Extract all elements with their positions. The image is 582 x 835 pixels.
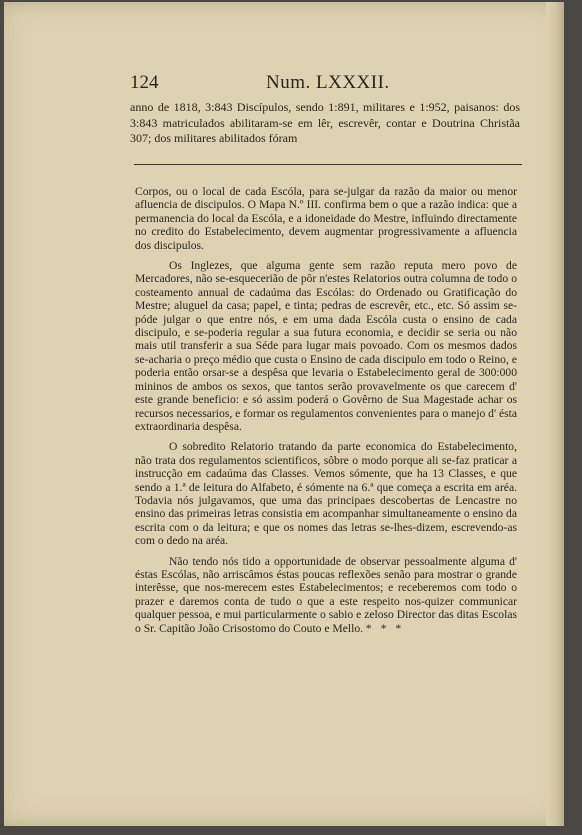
paragraph-4 [135,555,517,635]
paragraph-1: Corpos, ou o local de cada Escóla, para se-julgar da razão da maior ou menor afluencia de discipulos. O Mapa N.º III. confirma bem o que a razão indica: que a permanencia do local da Escóla, e a idoneidade do Mestre, influindo directamente no credito do Estabelecimento, devem augmentar progressivamente a afluencia dos discipulos. [135,185,517,252]
page-number: 124 [130,72,159,93]
continuation-text: anno de 1818, 3:843 Discípulos, sendo 1:891, militares e 1:952, paisanos: dos 3:843 matriculados abilitaram-se em lêr, escrevêr, contar e Doutrina Christãa 307; dos militares abilitados fóram [130,100,520,145]
paragraph-3: O sobredito Relatorio tratando da parte economica do Estabelecimento, não trata dos regulamentos scientificos, sôbre o modo porque ali se-faz praticar a instrucção em cadaúma das Classes. Vemos sómente, que ha 13 Classes, e que sendo a 1.ª de leitura do Alfabeto, é sómente na 6.ª que começa a escrita em aréa. Todavia nós julgavamos, que uma das principaes descobertas de Lencastre no ensino das primeiras letras consistia em acompanhar simultaneamente o ensino da escrita com o da leitura; e que os nomes das letras se-lhes-dizem, escrevendo-as com o dedo na aréa. [135,440,517,548]
page-edge-shadow [546,2,564,826]
page-title: Num. LXXXII. [266,72,390,93]
closing-asterisks: * * * [365,621,405,635]
section-divider [134,164,522,165]
article-body [135,185,517,635]
book-page [4,2,564,826]
paragraph-2: Os Inglezes, que alguma gente sem razão reputa mero povo de Mercadores, não se-esquecerião de pôr n'estes Relatorios outra columna de todo o costeamento annual de cadaúma das Escólas: do Ordenado ou Gratificação do Mestre; aluguel da casa; papel, e tinta; pedras de escrevêr, etc., etc. Só assim se-póde julgar o que entre nós, e em uma dada Escóla custa o ensino de cada discipulo, e se-poderia regular a sua futura economia, e decidir se seria ou não mais util transferir a sua Séde para lugar mais povoado. Com os mesmos dados se-acharia o preço médio que custa o Ensino de cada discipulo em todo o Reino, e poderia então orsar-se a despêsa que levaria o Estabelecimento geral de 300:000 mininos de ambos os sexos, que tantos serão provavelmente os que carecem d' este grande beneficio: e só assim poderá o Govêrno de Sua Magestade achar os recursos necessarios, e formar os regulamentos convenientes para o manejo d' ésta extraordinaria despêsa. [135,259,517,433]
paragraph-4-text: Não tendo nós tido a opportunidade de observar pessoalmente alguma d' éstas Escólas, não arriscâmos éstas poucas reflexões senão para mostrar o grande interêsse, que nos-merecem estes Estabelecimentos; e receberemos com todo o prazer e daremos conta de tudo o que a este respeito nos-quizer communicar qualquer pessoa, e mui particularmente o sabio e zeloso Director das ditas Escolas o Sr. Capitão João Crisostomo do Couto e Mello. [135,554,517,635]
